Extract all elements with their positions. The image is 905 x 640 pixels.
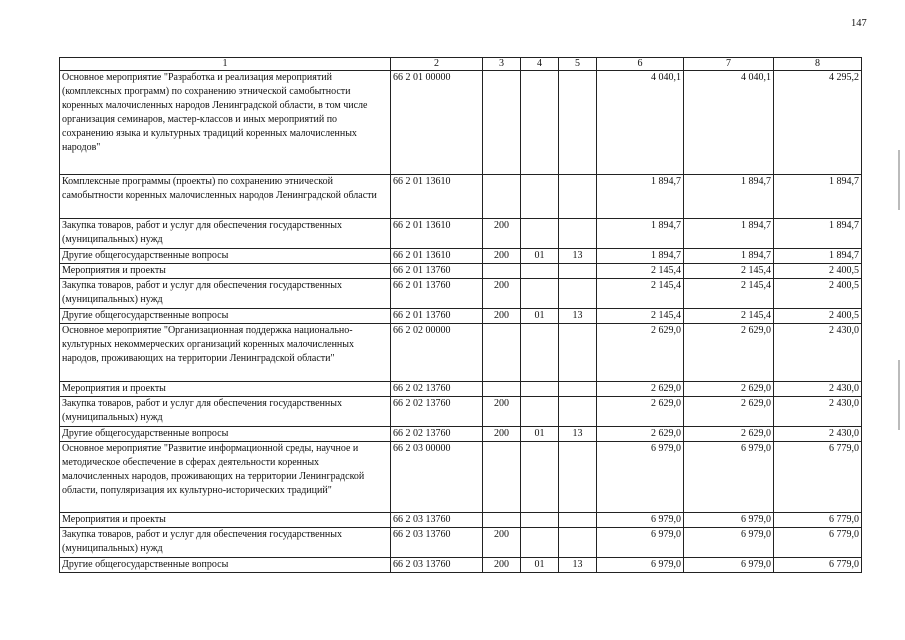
section-code xyxy=(521,71,559,175)
amount-col-8: 2 400,5 xyxy=(774,279,862,309)
expense-type xyxy=(483,264,521,279)
table-row xyxy=(60,279,862,309)
amount-col-6: 2 629,0 xyxy=(597,427,684,442)
column-number: 4 xyxy=(521,58,559,71)
classification-code: 66 2 03 13760 xyxy=(391,513,483,528)
expense-type: 200 xyxy=(483,558,521,573)
row-title: Другие общегосударственные вопросы xyxy=(60,558,391,573)
amount-col-7: 2 145,4 xyxy=(684,279,774,309)
expense-type: 200 xyxy=(483,249,521,264)
section-code xyxy=(521,397,559,427)
amount-col-6: 1 894,7 xyxy=(597,175,684,219)
classification-code: 66 2 02 13760 xyxy=(391,427,483,442)
expense-type: 200 xyxy=(483,528,521,558)
amount-col-7: 2 629,0 xyxy=(684,324,774,382)
amount-col-6: 2 145,4 xyxy=(597,264,684,279)
classification-code: 66 2 01 13760 xyxy=(391,309,483,324)
amount-col-7: 1 894,7 xyxy=(684,175,774,219)
amount-col-7: 2 145,4 xyxy=(684,309,774,324)
row-title: Другие общегосударственные вопросы xyxy=(60,309,391,324)
row-title: Закупка товаров, работ и услуг для обеспечения государственных (муниципальных) нужд xyxy=(60,279,391,309)
expense-type xyxy=(483,175,521,219)
subsection-code xyxy=(559,442,597,513)
classification-code: 66 2 01 13610 xyxy=(391,175,483,219)
amount-col-6: 2 145,4 xyxy=(597,309,684,324)
table-row xyxy=(60,528,862,558)
classification-code: 66 2 02 00000 xyxy=(391,324,483,382)
section-code xyxy=(521,442,559,513)
subsection-code xyxy=(559,219,597,249)
expense-type: 200 xyxy=(483,397,521,427)
amount-col-7: 2 145,4 xyxy=(684,264,774,279)
subsection-code: 13 xyxy=(559,309,597,324)
section-code xyxy=(521,513,559,528)
subsection-code: 13 xyxy=(559,558,597,573)
amount-col-6: 1 894,7 xyxy=(597,219,684,249)
column-number: 6 xyxy=(597,58,684,71)
column-number: 5 xyxy=(559,58,597,71)
amount-col-8: 2 430,0 xyxy=(774,427,862,442)
amount-col-6: 6 979,0 xyxy=(597,513,684,528)
row-title: Мероприятия и проекты xyxy=(60,513,391,528)
row-title: Мероприятия и проекты xyxy=(60,382,391,397)
row-title: Мероприятия и проекты xyxy=(60,264,391,279)
subsection-code: 13 xyxy=(559,249,597,264)
section-code: 01 xyxy=(521,249,559,264)
margin-mark xyxy=(898,360,900,430)
column-number: 8 xyxy=(774,58,862,71)
classification-code: 66 2 01 13760 xyxy=(391,264,483,279)
row-title: Другие общегосударственные вопросы xyxy=(60,249,391,264)
table-row xyxy=(60,397,862,427)
section-code xyxy=(521,324,559,382)
row-title: Комплексные программы (проекты) по сохранению этнической самобытности коренных малочисленных народов Ленинградской области xyxy=(60,175,391,219)
expense-type: 200 xyxy=(483,309,521,324)
table-row xyxy=(60,249,862,264)
amount-col-6: 2 145,4 xyxy=(597,279,684,309)
table-row xyxy=(60,264,862,279)
expense-type: 200 xyxy=(483,279,521,309)
column-number: 1 xyxy=(60,58,391,71)
subsection-code xyxy=(559,279,597,309)
column-number: 3 xyxy=(483,58,521,71)
expense-type xyxy=(483,442,521,513)
classification-code: 66 2 03 13760 xyxy=(391,528,483,558)
amount-col-6: 4 040,1 xyxy=(597,71,684,175)
amount-col-7: 2 629,0 xyxy=(684,427,774,442)
amount-col-7: 1 894,7 xyxy=(684,219,774,249)
section-code xyxy=(521,528,559,558)
amount-col-6: 2 629,0 xyxy=(597,382,684,397)
classification-code: 66 2 01 00000 xyxy=(391,71,483,175)
expense-type xyxy=(483,324,521,382)
table-row xyxy=(60,219,862,249)
table-row xyxy=(60,71,862,175)
page-number: 147 xyxy=(851,18,867,29)
classification-code: 66 2 03 00000 xyxy=(391,442,483,513)
amount-col-7: 1 894,7 xyxy=(684,249,774,264)
subsection-code: 13 xyxy=(559,427,597,442)
amount-col-8: 4 295,2 xyxy=(774,71,862,175)
expense-type: 200 xyxy=(483,219,521,249)
row-title: Закупка товаров, работ и услуг для обеспечения государственных (муниципальных) нужд xyxy=(60,397,391,427)
amount-col-7: 4 040,1 xyxy=(684,71,774,175)
amount-col-7: 6 979,0 xyxy=(684,528,774,558)
expense-type xyxy=(483,71,521,175)
section-code: 01 xyxy=(521,427,559,442)
amount-col-6: 1 894,7 xyxy=(597,249,684,264)
subsection-code xyxy=(559,528,597,558)
amount-col-8: 1 894,7 xyxy=(774,249,862,264)
amount-col-8: 6 779,0 xyxy=(774,442,862,513)
amount-col-6: 6 979,0 xyxy=(597,528,684,558)
row-title: Закупка товаров, работ и услуг для обеспечения государственных (муниципальных) нужд xyxy=(60,528,391,558)
expense-type xyxy=(483,382,521,397)
subsection-code xyxy=(559,175,597,219)
amount-col-6: 6 979,0 xyxy=(597,558,684,573)
amount-col-8: 6 779,0 xyxy=(774,513,862,528)
amount-col-6: 2 629,0 xyxy=(597,324,684,382)
classification-code: 66 2 01 13610 xyxy=(391,219,483,249)
row-title: Основное мероприятие "Развитие информационной среды, научное и методическое обеспечение в сферах деятельности коренных малочисленных народов, проживающих на территории Ленинградской области, популяризация их культурно-исторических традиций" xyxy=(60,442,391,513)
table-row xyxy=(60,175,862,219)
subsection-code xyxy=(559,264,597,279)
row-title: Основное мероприятие "Разработка и реализация мероприятий (комплексных программ) по сохранению этнической самобытности коренных малочисленных народов Ленинградской области, в том числе организация семинаров, мастер-классов и иных мероприятий по сохранению языка и культурных традиций коренных малочисленных народов" xyxy=(60,71,391,175)
subsection-code xyxy=(559,324,597,382)
classification-code: 66 2 02 13760 xyxy=(391,382,483,397)
column-number: 7 xyxy=(684,58,774,71)
section-code: 01 xyxy=(521,558,559,573)
expense-type xyxy=(483,513,521,528)
amount-col-8: 1 894,7 xyxy=(774,219,862,249)
row-title: Основное мероприятие "Организационная поддержка национально-культурных некоммерческих организаций коренных малочисленных народов, проживающих на территории Ленинградской области" xyxy=(60,324,391,382)
table-row xyxy=(60,442,862,513)
table-row xyxy=(60,513,862,528)
subsection-code xyxy=(559,71,597,175)
classification-code: 66 2 02 13760 xyxy=(391,397,483,427)
amount-col-7: 2 629,0 xyxy=(684,397,774,427)
subsection-code xyxy=(559,513,597,528)
table-row xyxy=(60,558,862,573)
amount-col-7: 6 979,0 xyxy=(684,558,774,573)
section-code xyxy=(521,175,559,219)
amount-col-8: 6 779,0 xyxy=(774,528,862,558)
classification-code: 66 2 01 13610 xyxy=(391,249,483,264)
amount-col-8: 2 430,0 xyxy=(774,397,862,427)
classification-code: 66 2 01 13760 xyxy=(391,279,483,309)
amount-col-8: 2 400,5 xyxy=(774,264,862,279)
row-title: Закупка товаров, работ и услуг для обеспечения государственных (муниципальных) нужд xyxy=(60,219,391,249)
amount-col-8: 2 400,5 xyxy=(774,309,862,324)
section-code: 01 xyxy=(521,309,559,324)
budget-table xyxy=(59,57,862,573)
subsection-code xyxy=(559,382,597,397)
margin-mark xyxy=(898,150,900,210)
column-number-row xyxy=(60,58,862,71)
expense-type: 200 xyxy=(483,427,521,442)
amount-col-7: 2 629,0 xyxy=(684,382,774,397)
section-code xyxy=(521,279,559,309)
table-row xyxy=(60,324,862,382)
section-code xyxy=(521,382,559,397)
amount-col-7: 6 979,0 xyxy=(684,442,774,513)
amount-col-7: 6 979,0 xyxy=(684,513,774,528)
amount-col-8: 2 430,0 xyxy=(774,382,862,397)
table-row xyxy=(60,427,862,442)
table-row xyxy=(60,382,862,397)
section-code xyxy=(521,219,559,249)
section-code xyxy=(521,264,559,279)
amount-col-8: 1 894,7 xyxy=(774,175,862,219)
amount-col-6: 6 979,0 xyxy=(597,442,684,513)
row-title: Другие общегосударственные вопросы xyxy=(60,427,391,442)
column-number: 2 xyxy=(391,58,483,71)
amount-col-8: 2 430,0 xyxy=(774,324,862,382)
subsection-code xyxy=(559,397,597,427)
amount-col-6: 2 629,0 xyxy=(597,397,684,427)
amount-col-8: 6 779,0 xyxy=(774,558,862,573)
classification-code: 66 2 03 13760 xyxy=(391,558,483,573)
table-row xyxy=(60,309,862,324)
